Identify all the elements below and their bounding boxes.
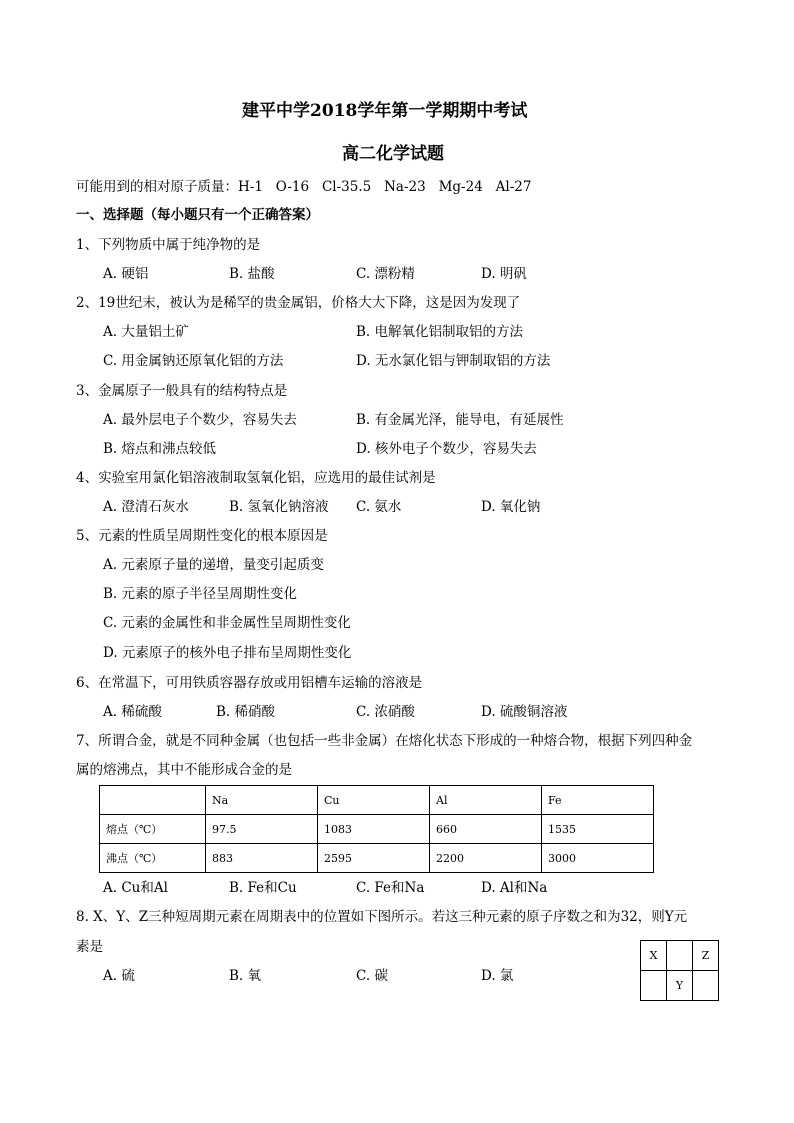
question-stem: 7、所谓合金，就是不同种金属（也包括一些非金属）在熔化状态下形成的一种熔合物，根据下列四种金 <box>76 733 693 749</box>
table-cell: Na <box>206 786 318 815</box>
table-cell: 97.5 <box>206 815 318 844</box>
table-cell: 2595 <box>318 844 430 873</box>
question-stem: 8. X、Y、Z三种短周期元素在周期表中的位置如下图所示。若这三种元素的原子序数之和为32，则Y元 <box>76 909 688 925</box>
question-stem: 3、金属原子一般具有的结构特点是 <box>76 383 288 399</box>
option-d: D. 氯 <box>481 968 514 984</box>
option-c: C. Fe和Na <box>356 880 425 896</box>
element-z: Z <box>693 941 719 971</box>
option-d: D. 核外电子个数少，容易失去 <box>356 441 537 457</box>
exam-title: 建平中学2018学年第一学期期中考试 <box>242 101 528 121</box>
option-b: B. 氢氧化钠溶液 <box>229 499 329 515</box>
table-cell: Fe <box>542 786 654 815</box>
table-cell: 660 <box>430 815 542 844</box>
option-b: B. 有金属光泽，能导电，有延展性 <box>356 412 564 428</box>
option-d: D. 硫酸铜溶液 <box>481 704 568 720</box>
option-a: A. 硫 <box>103 968 135 984</box>
melting-boiling-table <box>99 785 654 873</box>
option-a: A. 元素原子量的递增，量变引起质变 <box>103 557 324 573</box>
table-cell: 883 <box>206 844 318 873</box>
option-a: A. 稀硫酸 <box>103 704 162 720</box>
option-d: D. Al和Na <box>481 880 548 896</box>
option-b: B. 氧 <box>229 968 262 984</box>
table-cell: Al <box>430 786 542 815</box>
option-b: B. Fe和Cu <box>229 880 297 896</box>
option-b: B. 盐酸 <box>229 266 275 282</box>
table-row <box>100 844 654 873</box>
option-c: C. 碳 <box>356 968 388 984</box>
question-stem: 4、实验室用氯化铝溶液制取氢氧化铝，应选用的最佳试剂是 <box>76 470 436 486</box>
option-c: B. 熔点和沸点较低 <box>103 441 217 457</box>
option-c: C. 漂粉精 <box>356 266 415 282</box>
option-d: D. 氧化钠 <box>481 499 541 515</box>
option-c: C. 氨水 <box>356 499 402 515</box>
option-a: A. Cu和Al <box>103 880 168 896</box>
option-a: A. 大量铝土矿 <box>103 324 189 340</box>
empty-cell <box>641 971 667 1001</box>
table-cell: Cu <box>318 786 430 815</box>
table-cell: 1083 <box>318 815 430 844</box>
question-stem-continued: 属的熔沸点，其中不能形成合金的是 <box>76 762 292 778</box>
table-cell: 2200 <box>430 844 542 873</box>
table-cell <box>100 786 206 815</box>
option-d: D. 元素原子的核外电子排布呈周期性变化 <box>103 645 352 661</box>
option-d: D. 无水氯化铝与钾制取铝的方法 <box>356 353 551 369</box>
element-y: Y <box>667 971 693 1001</box>
option-d: D. 明矾 <box>481 266 527 282</box>
element-x: X <box>641 941 667 971</box>
table-header-row <box>100 786 654 815</box>
question-stem: 2、19世纪末，被认为是稀罕的贵金属铝，价格大大下降，这是因为发现了 <box>76 295 521 311</box>
exam-subtitle: 高二化学试题 <box>342 144 444 164</box>
option-b: B. 稀硝酸 <box>216 704 276 720</box>
table-cell: 熔点（℃） <box>100 815 206 844</box>
empty-cell <box>693 971 719 1001</box>
question-stem: 1、下列物质中属于纯净物的是 <box>76 237 261 253</box>
option-c: C. 浓硝酸 <box>356 704 415 720</box>
question-stem-continued: 素是 <box>76 939 103 955</box>
option-c: C. 用金属钠还原氧化铝的方法 <box>103 353 284 369</box>
table-cell: 1535 <box>542 815 654 844</box>
option-b: B. 电解氧化铝制取铝的方法 <box>356 324 524 340</box>
periodic-table-fragment <box>640 940 719 1001</box>
section-heading: 一、选择题（每小题只有一个正确答案） <box>76 207 319 223</box>
atomic-masses: 可能用到的相对原子质量：H-1 O-16 Cl-35.5 Na-23 Mg-24 Al-27 <box>76 179 532 195</box>
option-a: A. 最外层电子个数少，容易失去 <box>103 412 297 428</box>
table-row <box>100 815 654 844</box>
option-a: A. 硬铝 <box>103 266 149 282</box>
question-stem: 6、在常温下，可用铁质容器存放或用铝槽车运输的溶液是 <box>76 675 423 691</box>
option-c: C. 元素的金属性和非金属性呈周期性变化 <box>103 615 351 631</box>
option-a: A. 澄清石灰水 <box>103 499 189 515</box>
option-b: B. 元素的原子半径呈周期性变化 <box>103 586 298 602</box>
table-cell: 3000 <box>542 844 654 873</box>
question-stem: 5、元素的性质呈周期性变化的根本原因是 <box>76 528 328 544</box>
table-cell: 沸点（℃） <box>100 844 206 873</box>
empty-cell <box>667 941 693 971</box>
